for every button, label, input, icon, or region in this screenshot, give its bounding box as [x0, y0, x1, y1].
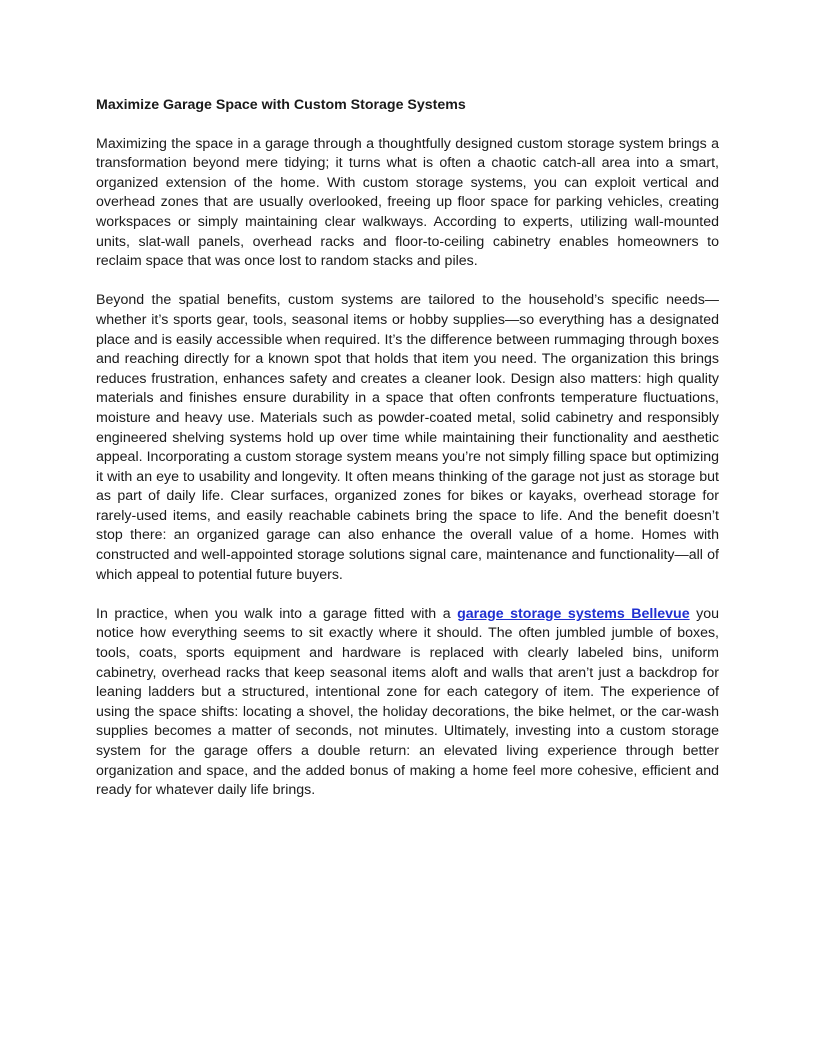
paragraph-3-trailing-text: you notice how everything seems to sit exactly where it should. The often jumbled jumble of boxes, tools, coats, sports equipment and hardware is replaced with clearly labeled bins, uniform cabinetry, overhead racks that keep seasonal items aloft and walls that aren’t just a backdrop for leaning ladders but a structured, intentional zone for each category of item. The experience of using the space shifts: locating a shovel, the holiday decorations, the bike helmet, or the car-wash supplies becomes a matter of seconds, not minutes. Ultimately, investing into a custom storage system for the garage offers a double return: an elevated living experience through better organization and space, and the added bonus of making a home feel more cohesive, efficient and ready for whatever daily life brings.	[96, 605, 719, 799]
document-page	[96, 96, 719, 820]
paragraph-3-lead-text: In practice, when you walk into a garage fitted with a	[96, 605, 458, 622]
paragraph-1: Maximizing the space in a garage through a thoughtfully designed custom storage system brings a transformation beyond mere tidying; it turns what is often a chaotic catch-all area into a smart, organized extension of the home. With custom storage systems, you can exploit vertical and overhead zones that are usually overlooked, freeing up floor space for parking vehicles, creating workspaces or simply maintaining clear walkways. According to experts, utilizing wall-mounted units, slat-wall panels, overhead racks and floor-to-ceiling cabinetry enables homeowners to reclaim space that was once lost to random stacks and piles.	[96, 135, 719, 270]
garage-storage-link[interactable]: garage storage systems Bellevue	[457, 605, 690, 622]
paragraph-3	[96, 605, 719, 801]
page-title: Maximize Garage Space with Custom Storage Systems	[96, 97, 466, 113]
paragraph-2: Beyond the spatial benefits, custom systems are tailored to the household’s specific needs—whether it’s sports gear, tools, seasonal items or hobby supplies—so everything has a designated place and is easily accessible when required. It’s the difference between rummaging through boxes and reaching directly for a known spot that holds that item you need. The organization this brings reduces frustration, enhances safety and creates a cleaner look. Design also matters: high quality materials and finishes ensure durability in a space that often confronts temperature fluctuations, moisture and heavy use. Materials such as powder-coated metal, solid cabinetry and responsibly engineered shelving systems hold up over time while maintaining their functionality and aesthetic appeal. Incorporating a custom storage system means you’re not simply filling space but optimizing it with an eye to usability and longevity. It often means thinking of the garage not just as storage but as part of daily life. Clear surfaces, organized zones for bikes or kayaks, overhead storage for rarely-used items, and easily reachable cabinets bring the space to life. And the benefit doesn’t stop there: an organized garage can also enhance the overall value of a home. Homes with constructed and well-appointed storage solutions signal care, maintenance and functionality—all of which appeal to potential future buyers.	[96, 292, 719, 583]
